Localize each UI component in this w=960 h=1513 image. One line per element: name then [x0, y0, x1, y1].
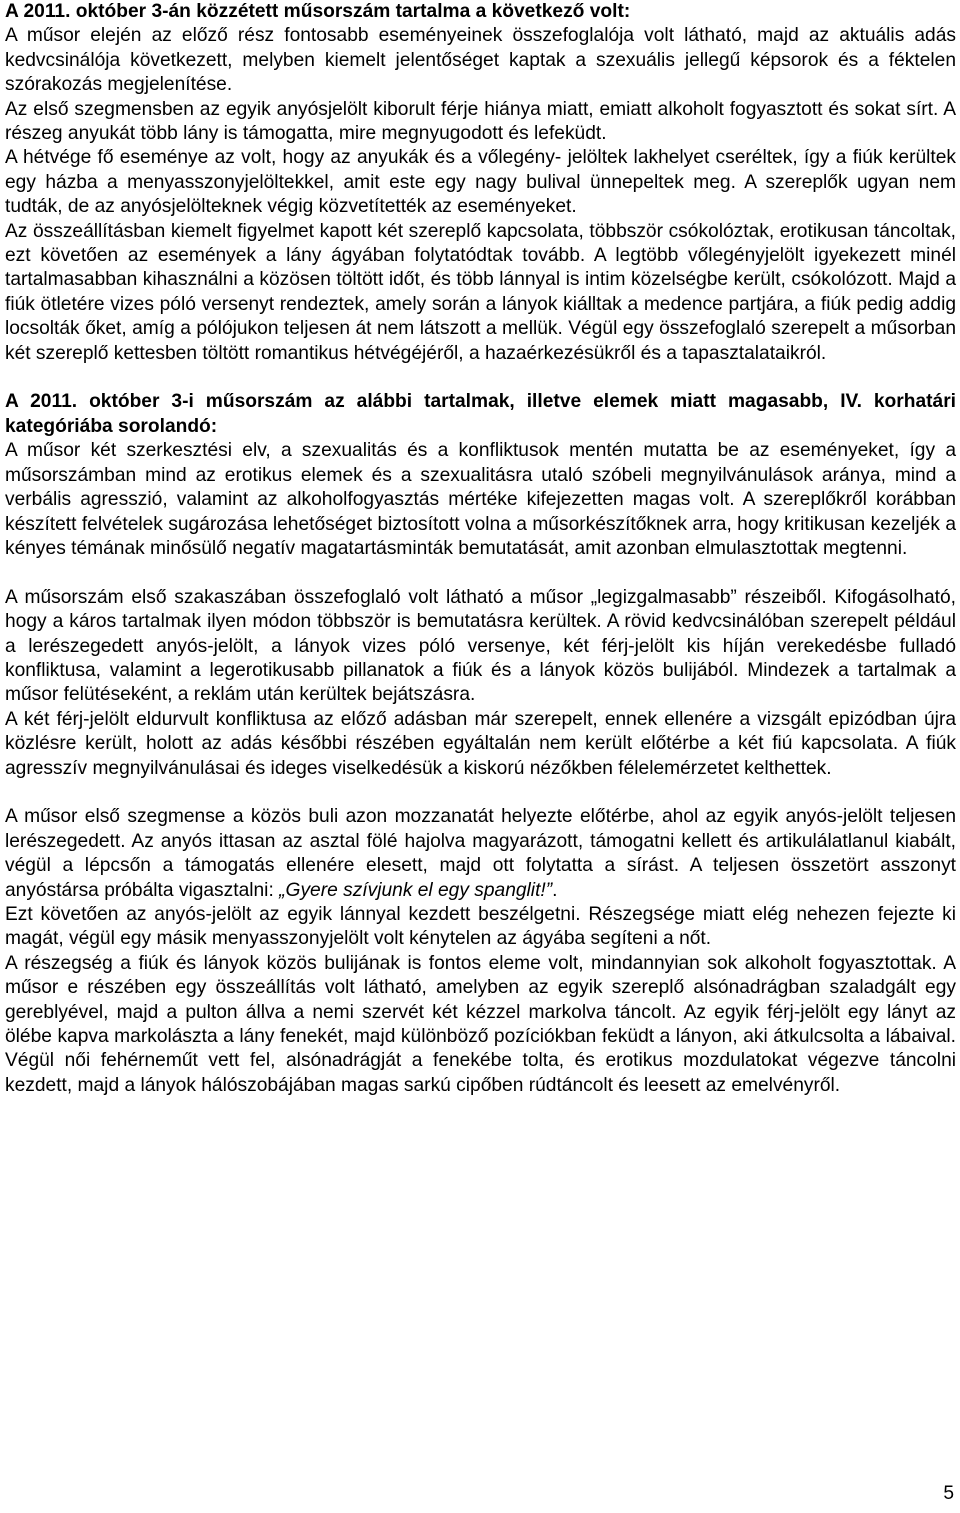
- page-number: 5: [943, 1483, 954, 1504]
- spacer: [5, 561, 956, 585]
- paragraph-drunkenness: A részegség a fiúk és lányok közös bulijának is fontos eleme volt, mindannyian sok alkoholt fogyasztottak. A műsor e részében egy összeállítás volt látható, amelyben az egyik szereplő alsónadrágban szaladgált egy gereblyével, majd a pulton állva a nemi szervét két kézzel markolva táncolt. Az egyik férj-jelölt egy lányt az ölébe kapva markolászta a lány fenekét, majd különböző pozíciókban feküdt a lányon, aki átkulcsolta a lábaival. Végül női fehérneműt vett fel, alsónadrágját a fenekébe tolta, és erotikus mozdulatokat végezve táncolni kezdett, majd a lányok hálószobájában magas sarkú cipőben rúdtáncolt és leesett az emelvényről.: [5, 952, 956, 1096]
- paragraph-editorial-principles: A műsor két szerkesztési elv, a szexualitás és a konfliktusok mentén mutatta be az eseményeket, így a műsorszámban mind az erotikus elemek és a szexualitásra utaló szóbeli megnyilvánulások aránya, mind a verbális agresszió, valamint az alkoholfogyasztás mértéke kifejezetten magas volt. A szereplőkről korábban készített felvételek sugározása lehetőséget biztosított volna a műsorkészítőknek arra, hogy kritikusan kezeljék a kényes témának minősülő negatív magatartásminták bemutatását, amit azonban elmulasztottak megtenni.: [5, 440, 956, 559]
- spacer: [5, 366, 956, 390]
- document-page: [5, 0, 956, 1098]
- paragraph-compilation: Az összeállításban kiemelt figyelmet kapott két szereplő kapcsolata, többször csókolóztak, erotikusan táncoltak, ezt követően az események a lány ágyában folytatódtak tovább. A legtöbb vőlegényjelölt igyekezett minél tartalmasabban kihasználni a közösen töltött időt, és több lánnyal is intim közelségbe került, csókolózott. Majd a fiúk ötletére vizes póló versenyt rendeztek, amely során a lányok kiálltak a medence partjára, a fiúk pedig addig locsolták őket, amíg a pólójukon teljesen át nem látszott a mellük. Végül egy összefoglaló szerepelt a műsorban két szereplő kettesben töltött romantikus hétvégéjéről, a hazaérkezésükről és a tapasztalataikról.: [5, 220, 956, 364]
- paragraph-party-text: A műsor első szegmense a közös buli azon mozzanatát helyezte előtérbe, ahol az egyik anyós-jelölt teljesen lerészegedett. Az anyós ittasan az asztal fölé hajolva magyarázott, támogatni kellett és artikulálatlanul kiabált, végül a lépcsőn a támogatás ellenére elesett, majd ott folytatta a sírást. A teljesen összetört asszonyt anyóstársa próbálta vigasztalni:: [5, 806, 956, 901]
- quote-trailing-punct: .: [552, 879, 558, 901]
- paragraph-intro: A műsor elején az előző rész fontosabb eseményeinek összefoglalója volt látható, majd az aktuális adás kedvcsinálója következett, melyben kiemelt jelentőséget kaptak a szexuális jellegű képsorok és a féktelen szórakozás megjelenítése.: [5, 25, 956, 96]
- section-heading-rating: A 2011. október 3-i műsorszám az alábbi tartalmak, illetve elemek miatt magasabb, IV. korhatári kategóriába sorolandó:: [5, 391, 956, 437]
- paragraph-first-segment: Az első szegmensben az egyik anyósjelölt kiborult férje hiánya miatt, emiatt alkoholt fogyasztott és sokat sírt. A részeg anyukát több lány is támogatta, mire megnyugodott és lefeküdt.: [5, 98, 956, 145]
- paragraph-weekend-event: A hétvége fő eseménye az volt, hogy az anyukák és a vőlegény- jelöltek lakhelyet cseréltek, így a fiúk kerültek egy házba a menyasszonyjelöltekkel, amit este egy nagy bulival ünnepeltek meg. A szereplők ugyan nem tudták, de az anyósjelölteknek végig közvetítették az eseményeket.: [5, 147, 956, 218]
- paragraph-conflict: A két férj-jelölt eldurvult konfliktusa az előző adásban már szerepelt, ennek ellenére a vizsgált epizódban újra közlésre került, holott az adás későbbi részében egyáltalán nem került előtérbe a két fiú kapcsolata. A fiúk agresszív megnyilvánulásai és ideges viselkedésük a kiskorú nézőkben félelemérzetet kelthettek.: [5, 708, 956, 779]
- paragraph-mother-in-law: Ezt követően az anyós-jelölt az egyik lánnyal kezdett beszélgetni. Részegsége miatt elég nehezen fejezte ki magát, végül egy másik menyasszonyjelölt volt kénytelen az ágyába segíteni a nőt.: [5, 903, 956, 950]
- paragraph-party-segment: [5, 805, 956, 903]
- section-heading-content: A 2011. október 3-án közzétett műsorszám tartalma a következő volt:: [5, 1, 631, 22]
- paragraph-summary-section: A műsorszám első szakaszában összefoglaló volt látható a műsor „legizgalmasabb” részeiből. Kifogásolható, hogy a káros tartalmak ilyen módon többször is bemutatásra kerültek. A rövid kedvcsinálóban szerepelt például a lerészegedett anyós-jelölt, a lányok vizes póló versenye, két férj-jelölt kis híján verekedésbe fulladó konfliktusa, valamint a legerotikusabb pillanatok a fiúk és a lányok közös bulijából. Mindezek a tartalmak a műsor felütéseként, a reklám után kerültek bejátszásra.: [5, 586, 956, 706]
- quote-text: „Gyere szívjunk el egy spanglit!”: [279, 879, 553, 901]
- spacer: [5, 781, 956, 805]
